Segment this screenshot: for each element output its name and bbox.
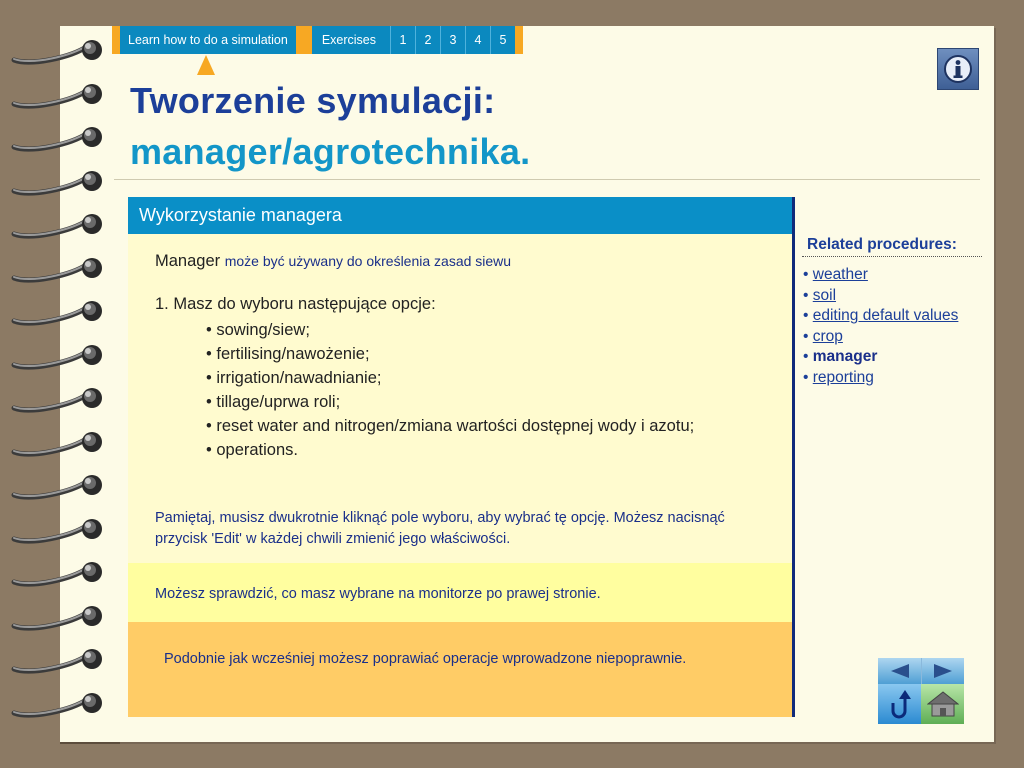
next-button[interactable] [921, 658, 964, 684]
nav-exercise-2[interactable]: 2 [415, 26, 440, 54]
related-procedures-list [803, 265, 958, 388]
top-navigation [112, 26, 523, 54]
return-button[interactable] [878, 684, 921, 724]
option-item: • tillage/uprwa roli; [206, 393, 341, 411]
double-click-note: Pamiętaj, musisz dwukrotnie kliknąć pole wyboru, aby wybrać tę opcję. Możesz nacisnąć przycisk 'Edit' w każdej chwili zmienić jego właściwości. [155, 510, 725, 547]
related-item [803, 368, 958, 389]
spiral-ring [10, 167, 106, 201]
page-navigation-buttons [878, 658, 964, 724]
related-procedures-title: Related procedures: [802, 236, 982, 257]
content-panel [128, 197, 793, 717]
nav-exercise-5[interactable]: 5 [490, 26, 515, 54]
spiral-ring [10, 297, 106, 331]
options-list [206, 318, 766, 462]
nav-learn-button[interactable]: Learn how to do a simulation [128, 33, 288, 47]
spiral-ring [10, 471, 106, 505]
nav-exercise-3[interactable]: 3 [440, 26, 465, 54]
intro-rest: może być używany do określenia zasad siewu [224, 253, 512, 269]
monitor-note: Możesz sprawdzić, co masz wybrane na monitorze po prawej stronie. [155, 586, 601, 602]
related-link-soil[interactable]: soil [812, 286, 837, 304]
spiral-ring [10, 602, 106, 636]
nav-learn-segment [112, 26, 304, 54]
monitor-note-band [128, 563, 793, 622]
page-edge [60, 742, 120, 744]
intro-word: Manager [155, 252, 221, 270]
nav-exercise-4[interactable]: 4 [465, 26, 490, 54]
bullet: • [803, 368, 809, 386]
bullet: • [803, 348, 809, 365]
bullet: • [803, 307, 809, 324]
bullet: • [803, 266, 809, 283]
related-item [803, 265, 958, 286]
panel-right-border [792, 197, 795, 717]
nav-exercises-segment [304, 26, 523, 54]
spiral-ring [10, 384, 106, 418]
spiral-ring [10, 558, 106, 592]
title-divider [114, 179, 980, 180]
spiral-ring [10, 80, 106, 114]
option-item: • operations. [206, 441, 298, 459]
arrow-left-icon [889, 663, 911, 679]
related-item [803, 306, 958, 327]
related-link-crop[interactable]: crop [812, 327, 843, 345]
intro-text [155, 252, 511, 271]
previous-button[interactable] [878, 658, 921, 684]
info-button[interactable] [937, 48, 979, 90]
option-item: • sowing/siew; [206, 321, 310, 339]
spiral-ring [10, 36, 106, 70]
option-item: • fertilising/nawożenie; [206, 345, 370, 363]
nav-separator [304, 26, 312, 54]
arrow-right-icon [932, 663, 954, 679]
return-up-icon [888, 689, 912, 719]
bullet: • [803, 327, 809, 345]
nav-exercise-1[interactable]: 1 [390, 26, 415, 54]
related-link-reporting[interactable]: reporting [812, 368, 874, 386]
spiral-ring [10, 254, 106, 288]
bullet: • [803, 286, 809, 304]
current-section-marker-icon [197, 55, 215, 75]
spiral-ring [10, 645, 106, 679]
option-item: • reset water and nitrogen/zmiana wartości dostępnej wody i azotu; [206, 417, 695, 435]
spiral-ring [10, 341, 106, 375]
related-item [803, 327, 958, 348]
panel-header: Wykorzystanie managera [128, 197, 793, 234]
spiral-ring [10, 210, 106, 244]
page-title-line2: manager/agrotechnika. [130, 131, 531, 172]
info-icon [943, 54, 973, 84]
page-title-line1: Tworzenie symulacji: [130, 80, 496, 121]
spiral-ring [10, 689, 106, 723]
spiral-ring [10, 428, 106, 462]
related-link-editing-default-values[interactable]: editing default values [812, 307, 959, 324]
option-item: • irrigation/nawadnianie; [206, 369, 382, 387]
nav-exercises-button[interactable]: Exercises [321, 33, 377, 47]
related-item [803, 286, 958, 307]
correction-note-band [128, 622, 793, 717]
related-item [803, 347, 958, 368]
spiral-ring [10, 515, 106, 549]
options-heading: 1. Masz do wyboru następujące opcje: [155, 295, 436, 313]
correction-note: Podobnie jak wcześniej możesz poprawiać operacje wprowadzone niepoprawnie. [164, 651, 687, 667]
spiral-ring [10, 123, 106, 157]
home-button[interactable] [921, 684, 964, 724]
related-link-weather[interactable]: weather [812, 266, 868, 283]
home-icon [927, 690, 959, 718]
related-current-manager: manager [812, 348, 878, 365]
